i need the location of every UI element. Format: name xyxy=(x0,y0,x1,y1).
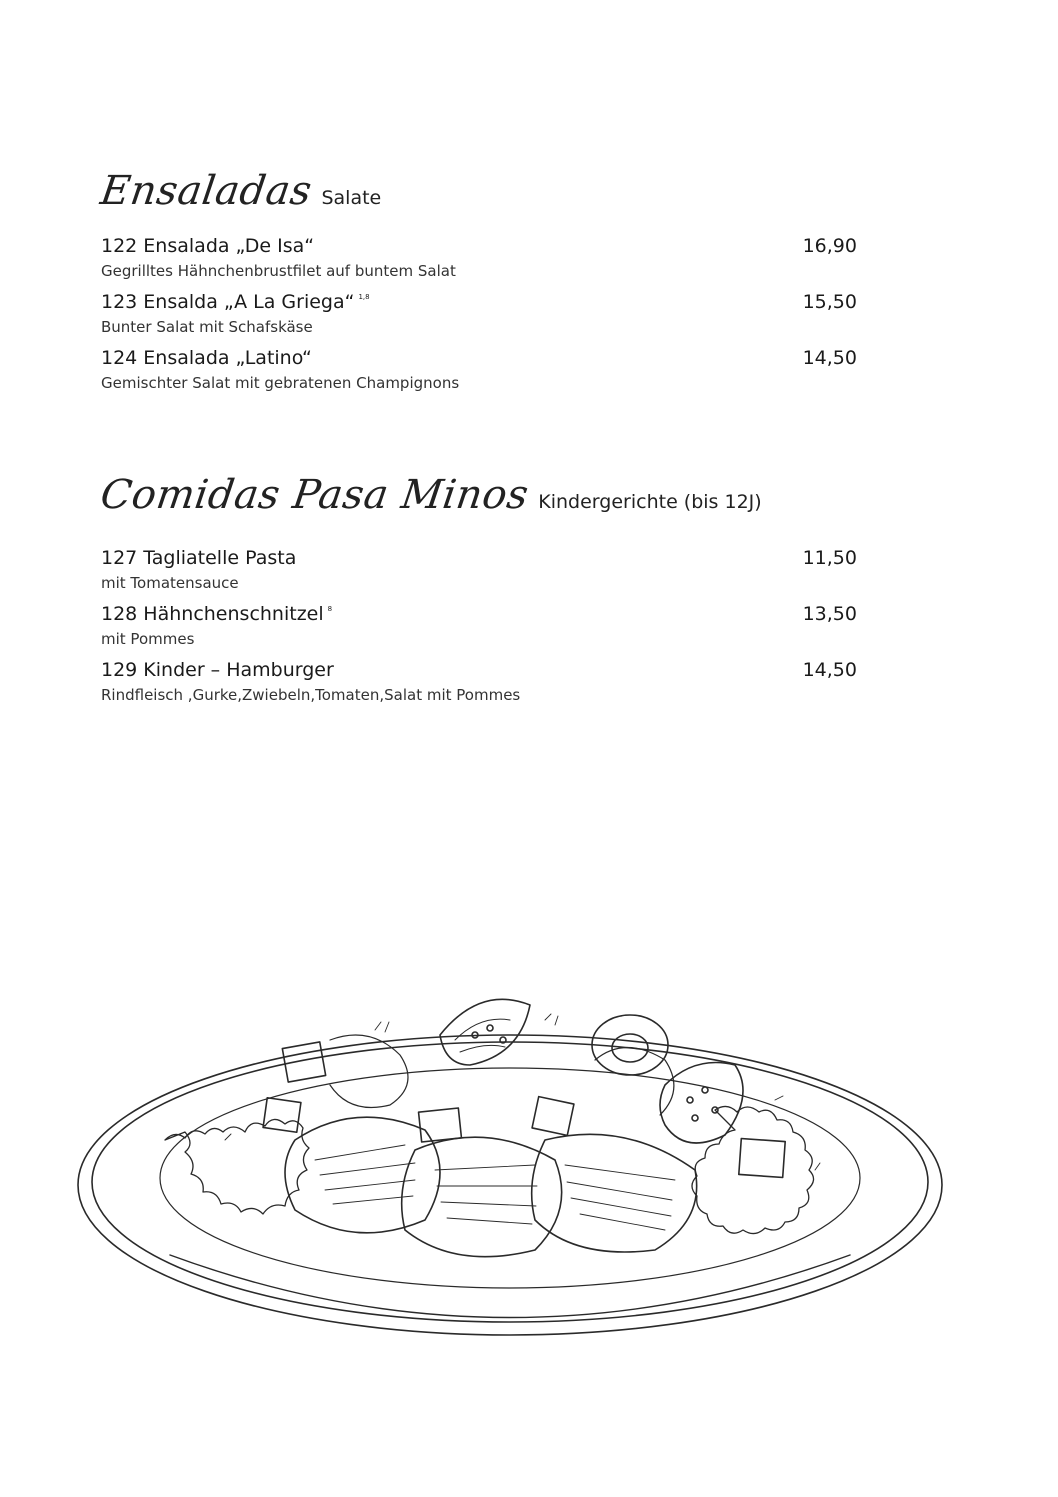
menu-items xyxy=(101,540,857,707)
item-description: Rindfleisch ,Gurke,Zwiebeln,Tomaten,Salat mit Pommes xyxy=(101,686,521,704)
item-price: 14,50 xyxy=(802,659,857,681)
item-price: 13,50 xyxy=(802,603,857,625)
item-name-wrap xyxy=(101,652,338,683)
item-name: 123 Ensalda „A La Griega“ xyxy=(101,291,355,313)
menu-item xyxy=(101,340,857,395)
crouton xyxy=(532,1097,574,1136)
plate-inner-rim xyxy=(92,1042,928,1322)
tomato-slice xyxy=(440,999,530,1065)
onion-ring xyxy=(330,1035,408,1108)
section-title: Comidas Pasa Minos xyxy=(97,472,532,518)
plate-base xyxy=(170,1255,850,1318)
menu-items xyxy=(101,228,857,395)
item-description: Gegrilltes Hähnchenbrustfilet auf buntem Salat xyxy=(101,262,456,280)
item-description: mit Tomatensauce xyxy=(101,574,239,592)
item-price: 11,50 xyxy=(802,547,857,569)
item-name-wrap xyxy=(101,340,316,371)
menu-item xyxy=(101,228,857,283)
item-name-wrap xyxy=(101,540,300,571)
crouton xyxy=(739,1139,785,1178)
item-price: 15,50 xyxy=(802,291,857,313)
item-name: 127 Tagliatelle Pasta xyxy=(101,547,297,569)
plate-outer-rim xyxy=(78,1035,942,1335)
section-heading xyxy=(97,168,857,214)
menu-item xyxy=(101,540,857,595)
onion-ring xyxy=(595,1048,674,1116)
item-allergen-note: 1,8 xyxy=(358,293,370,301)
lettuce-left xyxy=(165,1119,309,1214)
item-name-wrap xyxy=(101,228,318,259)
item-name: 129 Kinder – Hamburger xyxy=(101,659,334,681)
section-subtitle: Salate xyxy=(321,187,382,209)
section-heading xyxy=(97,472,857,518)
crouton xyxy=(419,1108,462,1142)
item-name-wrap xyxy=(101,596,332,627)
item-description: mit Pommes xyxy=(101,630,195,648)
chicken-slice-2 xyxy=(402,1137,562,1257)
section-kids-dishes xyxy=(97,472,857,708)
lettuce-right xyxy=(692,1106,814,1233)
chicken-slice-3 xyxy=(532,1134,697,1252)
item-description: Gemischter Salat mit gebratenen Champignons xyxy=(101,374,460,392)
item-price: 16,90 xyxy=(802,235,857,257)
item-name: 124 Ensalada „Latino“ xyxy=(101,347,312,369)
chicken-slice-1 xyxy=(285,1117,440,1233)
menu-item xyxy=(101,652,857,707)
section-salads xyxy=(97,168,857,396)
item-price: 14,50 xyxy=(802,347,857,369)
salad-plate-illustration xyxy=(75,990,945,1360)
section-subtitle: Kindergerichte (bis 12J) xyxy=(538,491,762,513)
menu-item xyxy=(101,284,857,339)
menu-item xyxy=(101,596,857,651)
item-name: 122 Ensalada „De Isa“ xyxy=(101,235,315,257)
crouton xyxy=(263,1098,301,1132)
item-name: 128 Hähnchenschnitzel xyxy=(101,603,324,625)
item-allergen-note: 8 xyxy=(327,605,333,613)
item-description: Bunter Salat mit Schafskäse xyxy=(101,318,313,336)
item-name-wrap xyxy=(101,284,370,315)
section-title: Ensaladas xyxy=(97,168,315,214)
crouton xyxy=(282,1042,325,1082)
